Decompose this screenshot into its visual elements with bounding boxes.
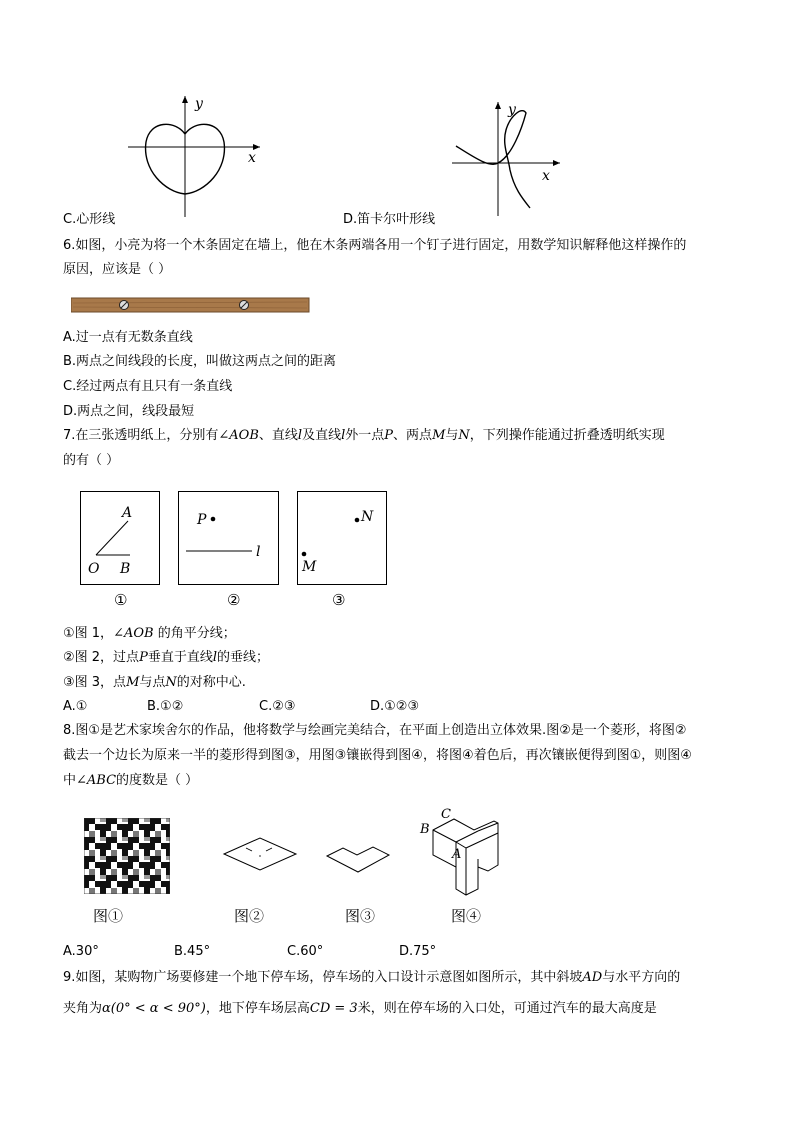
q9-stem-line1: 9.如图，某购物广场要修建一个地下停车场，停车场的入口设计示意图如图所示，其中斜坡AD与水平方向的 bbox=[63, 970, 681, 985]
q7-statement-1: ①图 1，∠AOB 的角平分线； bbox=[63, 626, 236, 641]
q7-option-a: A.① bbox=[63, 699, 88, 714]
q7-fig-number-2: ② bbox=[227, 591, 241, 609]
q8-caption-1: 图① bbox=[93, 907, 124, 925]
svg-text:C: C bbox=[441, 807, 451, 822]
q7-stem-line1: 7.在三张透明纸上，分别有∠AOB、直线l及直线l外一点P、两点M与N，下列操作能通过折叠透明纸实现 bbox=[63, 428, 665, 443]
svg-text:P: P bbox=[197, 512, 207, 528]
tessellated-block-figure bbox=[416, 805, 508, 899]
q6-stem-line1: 6.如图，小亮为将一个木条固定在墙上，他在木条两端各用一个钉子进行固定，用数学知识解释他这样操作的 bbox=[63, 238, 687, 253]
q7-fig-number-1: ① bbox=[114, 591, 128, 609]
q8-stem-line1: 8.图①是艺术家埃舍尔的作品，他将数学与绘画完美结合，在平面上创造出立体效果.图②是一个菱形，将图② bbox=[63, 723, 687, 738]
q7-figure-3 bbox=[297, 491, 389, 587]
q8-stem-line2: 截去一个边长为原来一半的菱形得到图③，用图③镶嵌得到图④，将图④着色后，再次镶嵌便得到图①，则图④ bbox=[63, 748, 692, 763]
q7-option-c: C.②③ bbox=[259, 699, 296, 714]
q5-option-d: D.笛卡尔叶形线 bbox=[343, 212, 436, 227]
q7-figure-2 bbox=[178, 491, 280, 587]
y-axis-label: y bbox=[195, 96, 203, 112]
v-shape-figure bbox=[325, 842, 391, 878]
q6-option-d: D.两点之间，线段最短 bbox=[63, 404, 195, 419]
wood-strip-figure bbox=[71, 297, 311, 315]
cardioid-figure bbox=[120, 92, 270, 222]
svg-text:B: B bbox=[120, 561, 131, 577]
q6-option-b: B.两点之间线段的长度，叫做这两点之间的距离 bbox=[63, 354, 337, 369]
q8-option-c: C.60° bbox=[287, 944, 324, 959]
q6-option-a: A.过一点有无数条直线 bbox=[63, 330, 193, 345]
svg-text:M: M bbox=[302, 559, 317, 575]
q8-option-b: B.45° bbox=[174, 944, 211, 959]
q8-caption-3: 图③ bbox=[345, 907, 376, 925]
svg-text:N: N bbox=[361, 509, 374, 525]
svg-text:A: A bbox=[122, 505, 133, 521]
q8-option-d: D.75° bbox=[399, 944, 437, 959]
q7-fig-number-3: ③ bbox=[332, 591, 346, 609]
q9-stem-line2: 夹角为α(0° < α < 90°)，地下停车场层高CD = 3米，则在停车场的入口处，可通过汽车的最大高度是 bbox=[63, 1001, 657, 1016]
q8-caption-2: 图② bbox=[234, 907, 265, 925]
nail-icon bbox=[120, 301, 129, 310]
q8-caption-4: 图④ bbox=[451, 907, 482, 925]
q7-statement-3: ③图 3，点M与点N的对称中心. bbox=[63, 675, 246, 690]
q6-option-c: C.经过两点有且只有一条直线 bbox=[63, 379, 233, 394]
q6-stem-line2: 原因，应该是（ ） bbox=[63, 262, 172, 277]
q5-option-c: C.心形线 bbox=[63, 212, 116, 227]
y-axis-label: y bbox=[508, 102, 516, 118]
q7-statement-2: ②图 2，过点P垂直于直线l的垂线； bbox=[63, 650, 270, 665]
folium-figure bbox=[450, 98, 565, 218]
svg-text:l: l bbox=[256, 544, 261, 560]
x-axis-label: x bbox=[248, 150, 256, 166]
q7-stem-line2: 的有（ ） bbox=[63, 453, 120, 468]
svg-text:A: A bbox=[452, 847, 462, 862]
x-axis-label: x bbox=[542, 168, 550, 184]
escher-tessellation-image bbox=[84, 818, 170, 894]
svg-text:O: O bbox=[88, 561, 100, 577]
q7-figure-1 bbox=[80, 491, 162, 587]
nail-icon bbox=[240, 301, 249, 310]
svg-text:B: B bbox=[420, 822, 430, 837]
rhombus-figure bbox=[222, 836, 298, 876]
q7-option-d: D.①②③ bbox=[370, 699, 420, 714]
q7-option-b: B.①② bbox=[147, 699, 184, 714]
q8-option-a: A.30° bbox=[63, 944, 99, 959]
q8-stem-line3: 中∠ABC的度数是（ ） bbox=[63, 773, 199, 788]
